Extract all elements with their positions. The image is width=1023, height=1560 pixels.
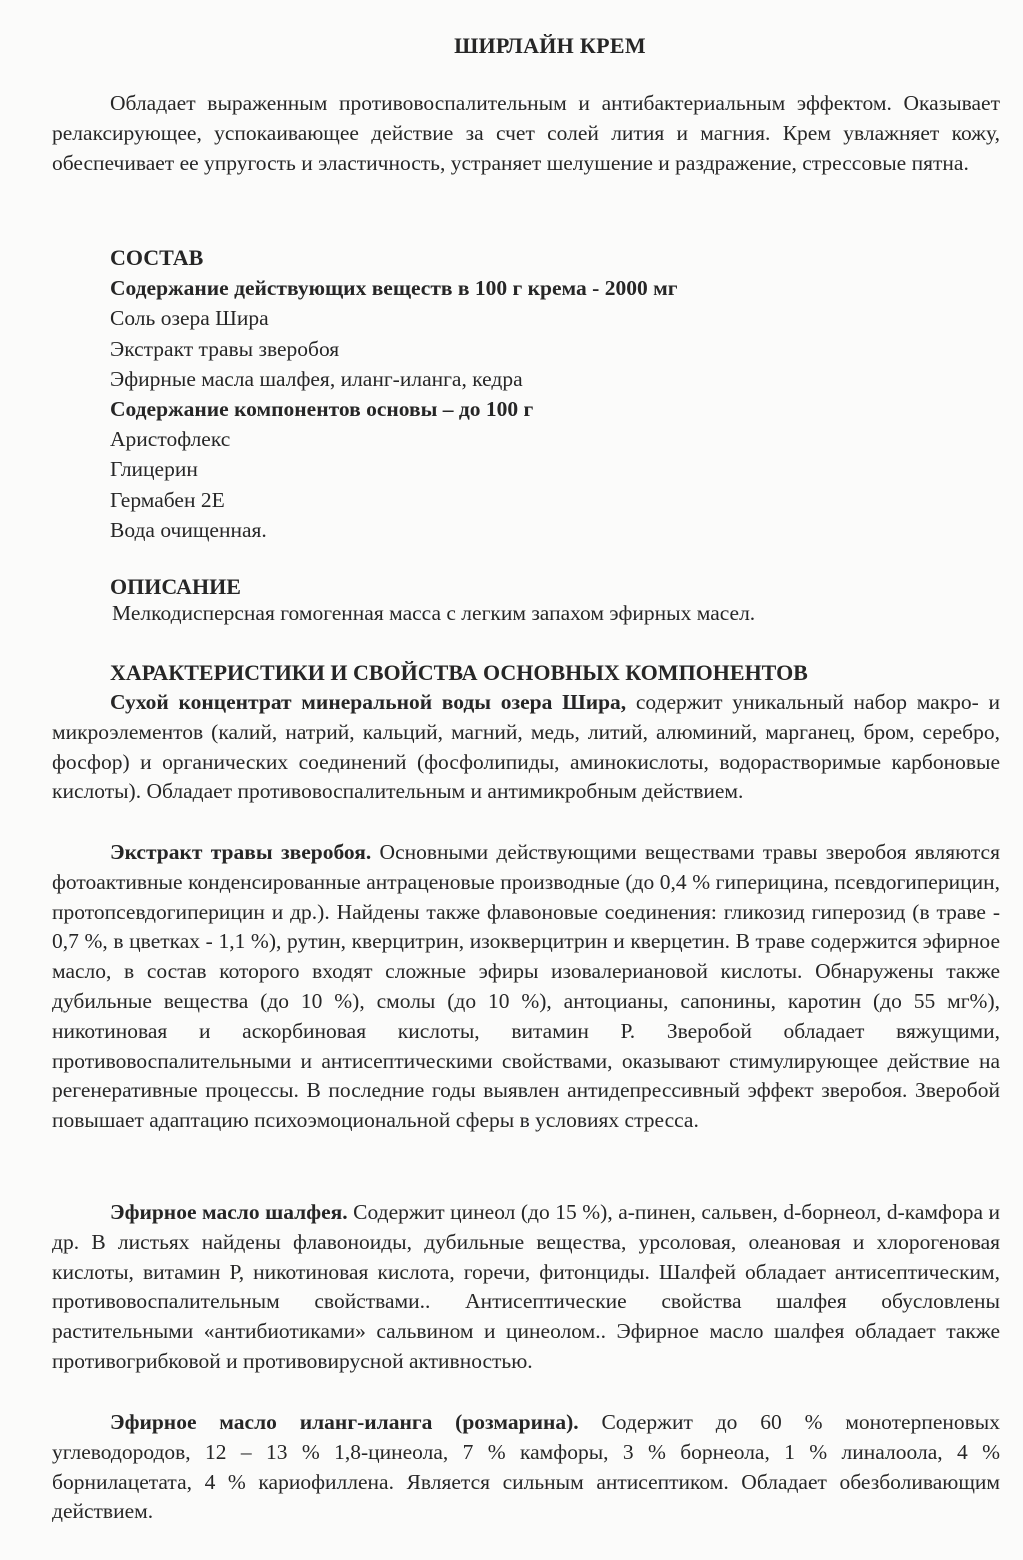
property-paragraph-ylang — [52, 1408, 1000, 1527]
property-name: Экстракт травы зверобоя. — [110, 840, 372, 864]
active-substances-header: Содержание действующих веществ в 100 г крема - 2000 мг — [110, 276, 678, 301]
property-text: Содержит цинеол (до 15 %), а-пинен, сальвен, d-борнеол, d-камфора и др. В листьях найдены флавоноиды, дубильные вещества, урсоловая, олеановая и хлорогеновая кислоты, витамин Р, никотиновая кислота, горечи, фитонциды. Шалфей обладает антисептическим, противовоспалительным свойствами.. Антисептические свойства шалфея обусловлены растительными «антибиотиками» сальвином и цинеолом.. Эфирное масло шалфея обладает также противогрибковой и противовирусной активностью. — [52, 1200, 1000, 1373]
property-name: Эфирное масло шалфея. — [110, 1200, 348, 1224]
property-text: Основными действующими веществами травы зверобоя являются фотоактивные конденсированные антраценовые производные (до 0,4 % гиперицина, псевдогиперицин, протопсевдогиперицин и др.). Найдены также флавоновые соединения: гликозид гиперозид (в траве - 0,7 %, в цветках - 1,1 %), рутин, кверцитрин, изокверцитрин и кверцетин. В траве содержится эфирное масло, в состав которого входят сложные эфиры изовалериановой кислоты. Обнаружены также дубильные вещества (до 10 %), смолы (до 10 %), антоцианы, сапонины, каротин (до 55 мг%), никотиновая и аскорбиновая кислоты, витамин Р. Зверобой обладает вяжущими, противовоспалительными и антисептическими свойствами, оказывают стимулирующее действие на регенеративные процессы. В последние годы выявлен антидепрессивный эффект зверобоя. Зверобой повышает адаптацию психоэмоциональной сферы в условиях стресса. — [52, 840, 1000, 1133]
list-item: Вода очищенная. — [110, 517, 267, 542]
list-item: Соль озера Шира — [110, 306, 269, 331]
composition-heading: СОСТАВ — [110, 245, 204, 270]
document-title: ШИРЛАЙН КРЕМ — [454, 33, 646, 58]
list-item: Экстракт травы зверобоя — [110, 336, 340, 361]
list-item: Аристофлекс — [110, 427, 231, 452]
intro-paragraph: Обладает выраженным противовоспалительным и антибактериальным эффектом. Оказывает релаксирующее, успокаивающее действие за счет солей лития и магния. Крем увлажняет кожу, обеспечивает ее упругость и эластичность, устраняет шелушение и раздражение, стрессовые пятна. — [52, 91, 1000, 175]
list-item: Эфирные масла шалфея, иланг-иланга, кедра — [110, 366, 523, 391]
property-paragraph-sage — [52, 1198, 1000, 1377]
description-heading: ОПИСАНИЕ — [110, 574, 241, 599]
property-text: Содержит до 60 % монотерпеновых углеводородов, 12 – 13 % 1,8-цинеола, 7 % камфоры, 3 % борнеола, 1 % линалоола, 4 % борнилацетата, 4 % кариофиллена. Является сильным антисептиком. Обладает обезболивающим действием. — [52, 1410, 1000, 1524]
property-paragraph-hypericum — [52, 838, 1000, 1136]
list-item: Глицерин — [110, 457, 198, 482]
base-components-header: Содержание компонентов основы – до 100 г — [110, 397, 534, 422]
list-item: Гермабен 2Е — [110, 487, 225, 512]
properties-heading: ХАРАКТЕРИСТИКИ И СВОЙСТВА ОСНОВНЫХ КОМПОНЕНТОВ — [110, 660, 808, 685]
property-name: Эфирное масло иланг-иланга (розмарина). — [110, 1410, 579, 1434]
composition-section — [110, 243, 677, 545]
description-text: Мелкодисперсная гомогенная масса с легким запахом эфирных масел. — [112, 601, 756, 625]
property-text: содержит уникальный набор макро- и микроэлементов (калий, натрий, кальций, магний, медь, литий, алюминий, марганец, бром, серебро, фосфор) и органических соединений (фосфолипиды, аминокислоты, водорастворимые карбоновые кислоты). Обладает противовоспалительным и антимикробным действием. — [52, 690, 1000, 804]
property-name: Сухой концентрат минеральной воды озера Шира, — [110, 690, 627, 714]
property-paragraph-shira — [52, 688, 1000, 807]
